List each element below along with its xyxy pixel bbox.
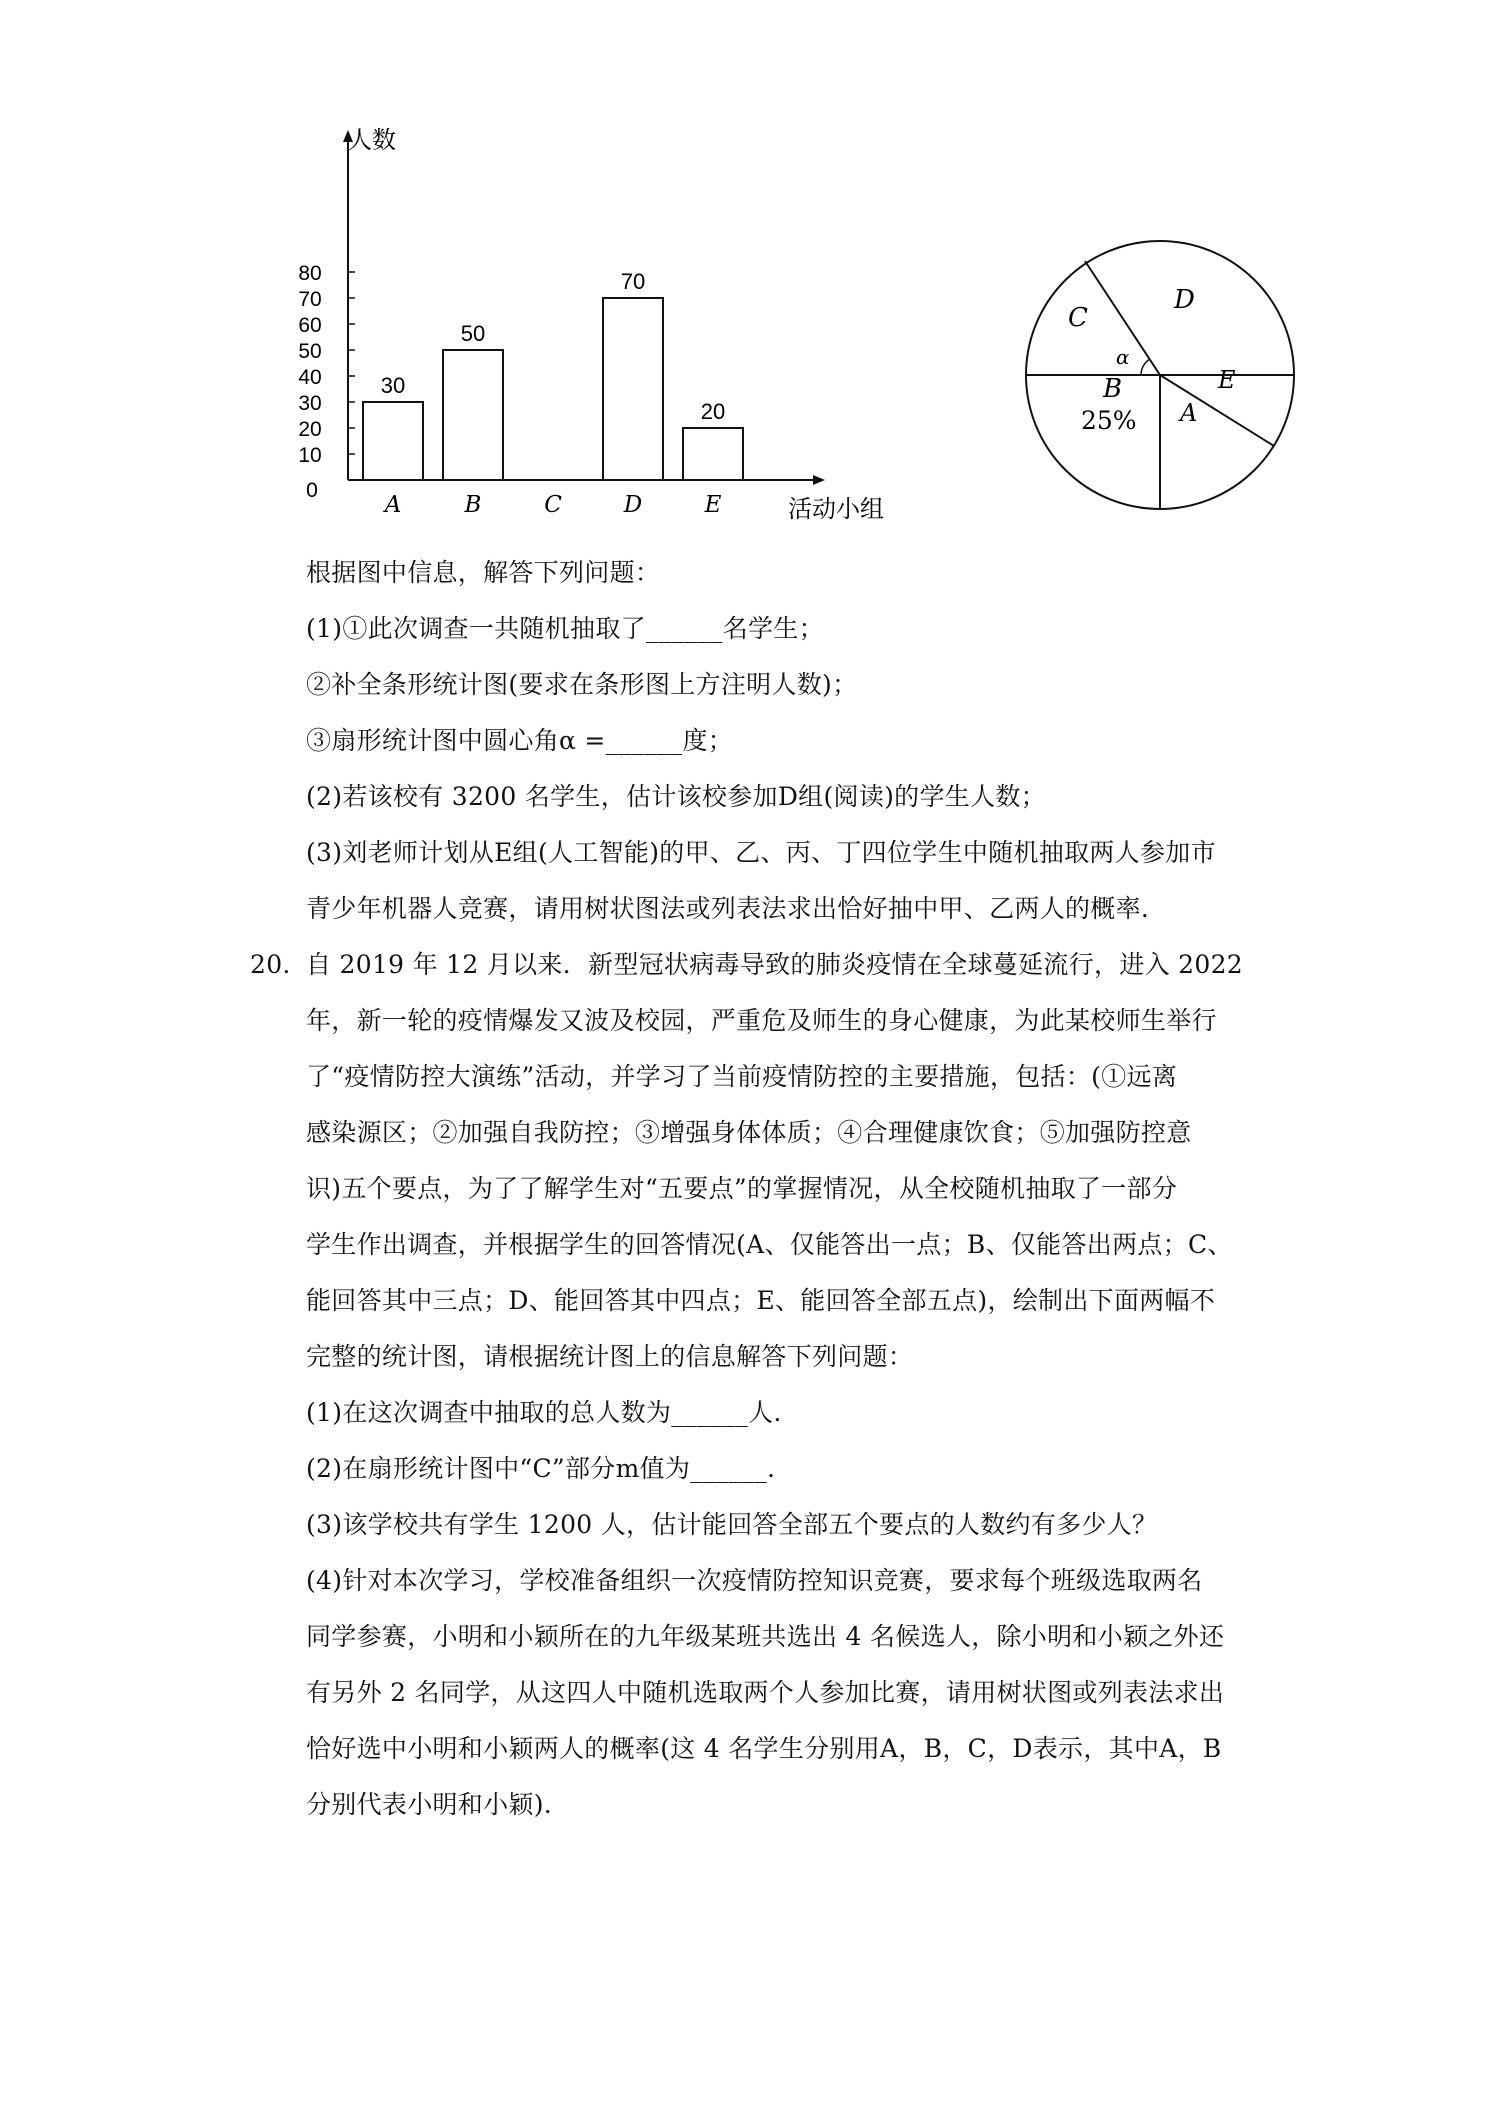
problem-text bbox=[250, 545, 1246, 1833]
pie-label-c: C bbox=[1068, 303, 1088, 333]
bar-chart-y-tick-label: 30 bbox=[298, 392, 322, 415]
q20-stem-line: 了“疫情防控大演练”活动，并学习了当前疫情防控的主要措施，包括：(①远离 bbox=[306, 1062, 1178, 1091]
bar-chart-bar bbox=[683, 428, 743, 480]
q20-part-1: (1)在这次调查中抽取的总人数为______人. bbox=[306, 1398, 782, 1427]
question-20 bbox=[250, 937, 1246, 1833]
bar-chart-bar bbox=[603, 298, 663, 480]
q20-part-3: (3)该学校共有学生 1200 人，估计能回答全部五个要点的人数约有多少人？ bbox=[306, 1510, 1158, 1539]
bar-chart bbox=[290, 125, 930, 535]
bar-chart-y-axis-label: 人数 bbox=[348, 127, 396, 154]
pie-label-b-percent: 25% bbox=[1081, 406, 1137, 435]
pie-chart-alpha-arc bbox=[1141, 359, 1150, 375]
pie-label-b: B bbox=[1103, 374, 1123, 404]
q19-part-3a: (3)刘老师计划从E组(人工智能)的甲、乙、丙、丁四位学生中随机抽取两人参加市 bbox=[306, 838, 1216, 867]
bar-chart-y-tick-label: 80 bbox=[298, 262, 322, 285]
bar-chart-category-label: D bbox=[623, 492, 643, 518]
q19-part-1b: ②补全条形统计图(要求在条形图上方注明人数)； bbox=[306, 670, 858, 699]
q20-stem-line: 自 2019 年 12 月以来．新型冠状病毒导致的肺炎疫情在全球蔓延流行，进入 2022 bbox=[306, 950, 1243, 979]
q20-stem-line: 年，新一轮的疫情爆发又波及校园，严重危及师生的身心健康，为此某校师生举行 bbox=[306, 1006, 1217, 1035]
q20-part-4-line: 同学参赛，小明和小颖所在的九年级某班共选出 4 名候选人，除小明和小颖之外还 bbox=[306, 1622, 1225, 1651]
bar-chart-bar bbox=[363, 402, 423, 480]
bar-chart-data-label: 70 bbox=[620, 269, 646, 294]
bar-chart-bar bbox=[443, 350, 503, 480]
bar-chart-y-tick-label: 20 bbox=[298, 418, 322, 441]
q20-part-2: (2)在扇形统计图中“C”部分m值为______. bbox=[306, 1454, 776, 1483]
pie-chart bbox=[1010, 225, 1310, 525]
q20-stem-line: 识)五个要点，为了了解学生对“五要点”的掌握情况，从全校随机抽取了一部分 bbox=[306, 1174, 1178, 1203]
bar-chart-category-label: E bbox=[704, 492, 722, 518]
q20-part-4-line: 有另外 2 名同学，从这四人中随机选取两个人参加比赛，请用树状图或列表法求出 bbox=[306, 1678, 1225, 1707]
pie-chart-divider-ae bbox=[1160, 375, 1274, 446]
pie-label-e: E bbox=[1218, 366, 1236, 394]
pie-label-d: D bbox=[1174, 285, 1195, 315]
q20-part-4-line: 分别代表小明和小颖). bbox=[306, 1790, 553, 1819]
q19-part-1c: ③扇形统计图中圆心角α =______度； bbox=[306, 726, 734, 755]
q20-part-4-line: (4)针对本次学习，学校准备组织一次疫情防控知识竞赛，要求每个班级选取两名 bbox=[306, 1566, 1203, 1595]
bar-chart-y-tick-label: 60 bbox=[298, 314, 322, 337]
q19-intro: 根据图中信息，解答下列问题： bbox=[306, 558, 661, 587]
bar-chart-y-tick-label: 70 bbox=[298, 288, 322, 311]
q19-part-1a: (1)①此次调查一共随机抽取了______名学生； bbox=[306, 614, 824, 643]
q19-part-2: (2)若该校有 3200 名学生，估计该校参加D组(阅读)的学生人数； bbox=[306, 782, 1046, 811]
q20-stem-line: 学生作出调查，并根据学生的回答情况(A、仅能答出一点；B、仅能答出两点；C、 bbox=[306, 1230, 1233, 1259]
bar-chart-origin-label: 0 bbox=[306, 479, 318, 502]
q19-part-3b: 青少年机器人竞赛，请用树状图法或列表法求出恰好抽中甲、乙两人的概率. bbox=[306, 894, 1150, 923]
bar-chart-y-tick-label: 40 bbox=[298, 366, 322, 389]
bar-chart-x-axis-arrow bbox=[813, 475, 825, 485]
bar-chart-category-label: B bbox=[464, 492, 482, 518]
bar-chart-data-label: 50 bbox=[460, 321, 486, 346]
q20-stem-line: 感染源区；②加强自我防控；③增强身体体质；④合理健康饮食；⑤加强防控意 bbox=[306, 1118, 1192, 1147]
q20-stem-line: 完整的统计图，请根据统计图上的信息解答下列问题： bbox=[306, 1342, 914, 1371]
question-number: 20. bbox=[250, 950, 291, 979]
bar-chart-data-label: 30 bbox=[380, 373, 406, 398]
bar-chart-category-label: A bbox=[384, 492, 402, 518]
bar-chart-x-axis-label: 活动小组 bbox=[788, 496, 884, 523]
bar-chart-ticks bbox=[298, 262, 355, 467]
q20-stem-line: 能回答其中三点；D、能回答其中四点；E、能回答全部五点)，绘制出下面两幅不 bbox=[306, 1286, 1216, 1315]
bar-chart-data-label: 20 bbox=[700, 399, 726, 424]
pie-label-a: A bbox=[1180, 399, 1198, 427]
q20-part-4-line: 恰好选中小明和小颖两人的概率(这 4 名学生分别用A，B，C，D表示，其中A，B bbox=[306, 1734, 1222, 1763]
bar-chart-category-label: C bbox=[544, 492, 562, 518]
bar-chart-y-tick-label: 10 bbox=[298, 444, 322, 467]
bar-chart-y-tick-label: 50 bbox=[298, 340, 322, 363]
pie-label-alpha: α bbox=[1116, 345, 1130, 369]
q20-line-1 bbox=[250, 937, 1246, 993]
